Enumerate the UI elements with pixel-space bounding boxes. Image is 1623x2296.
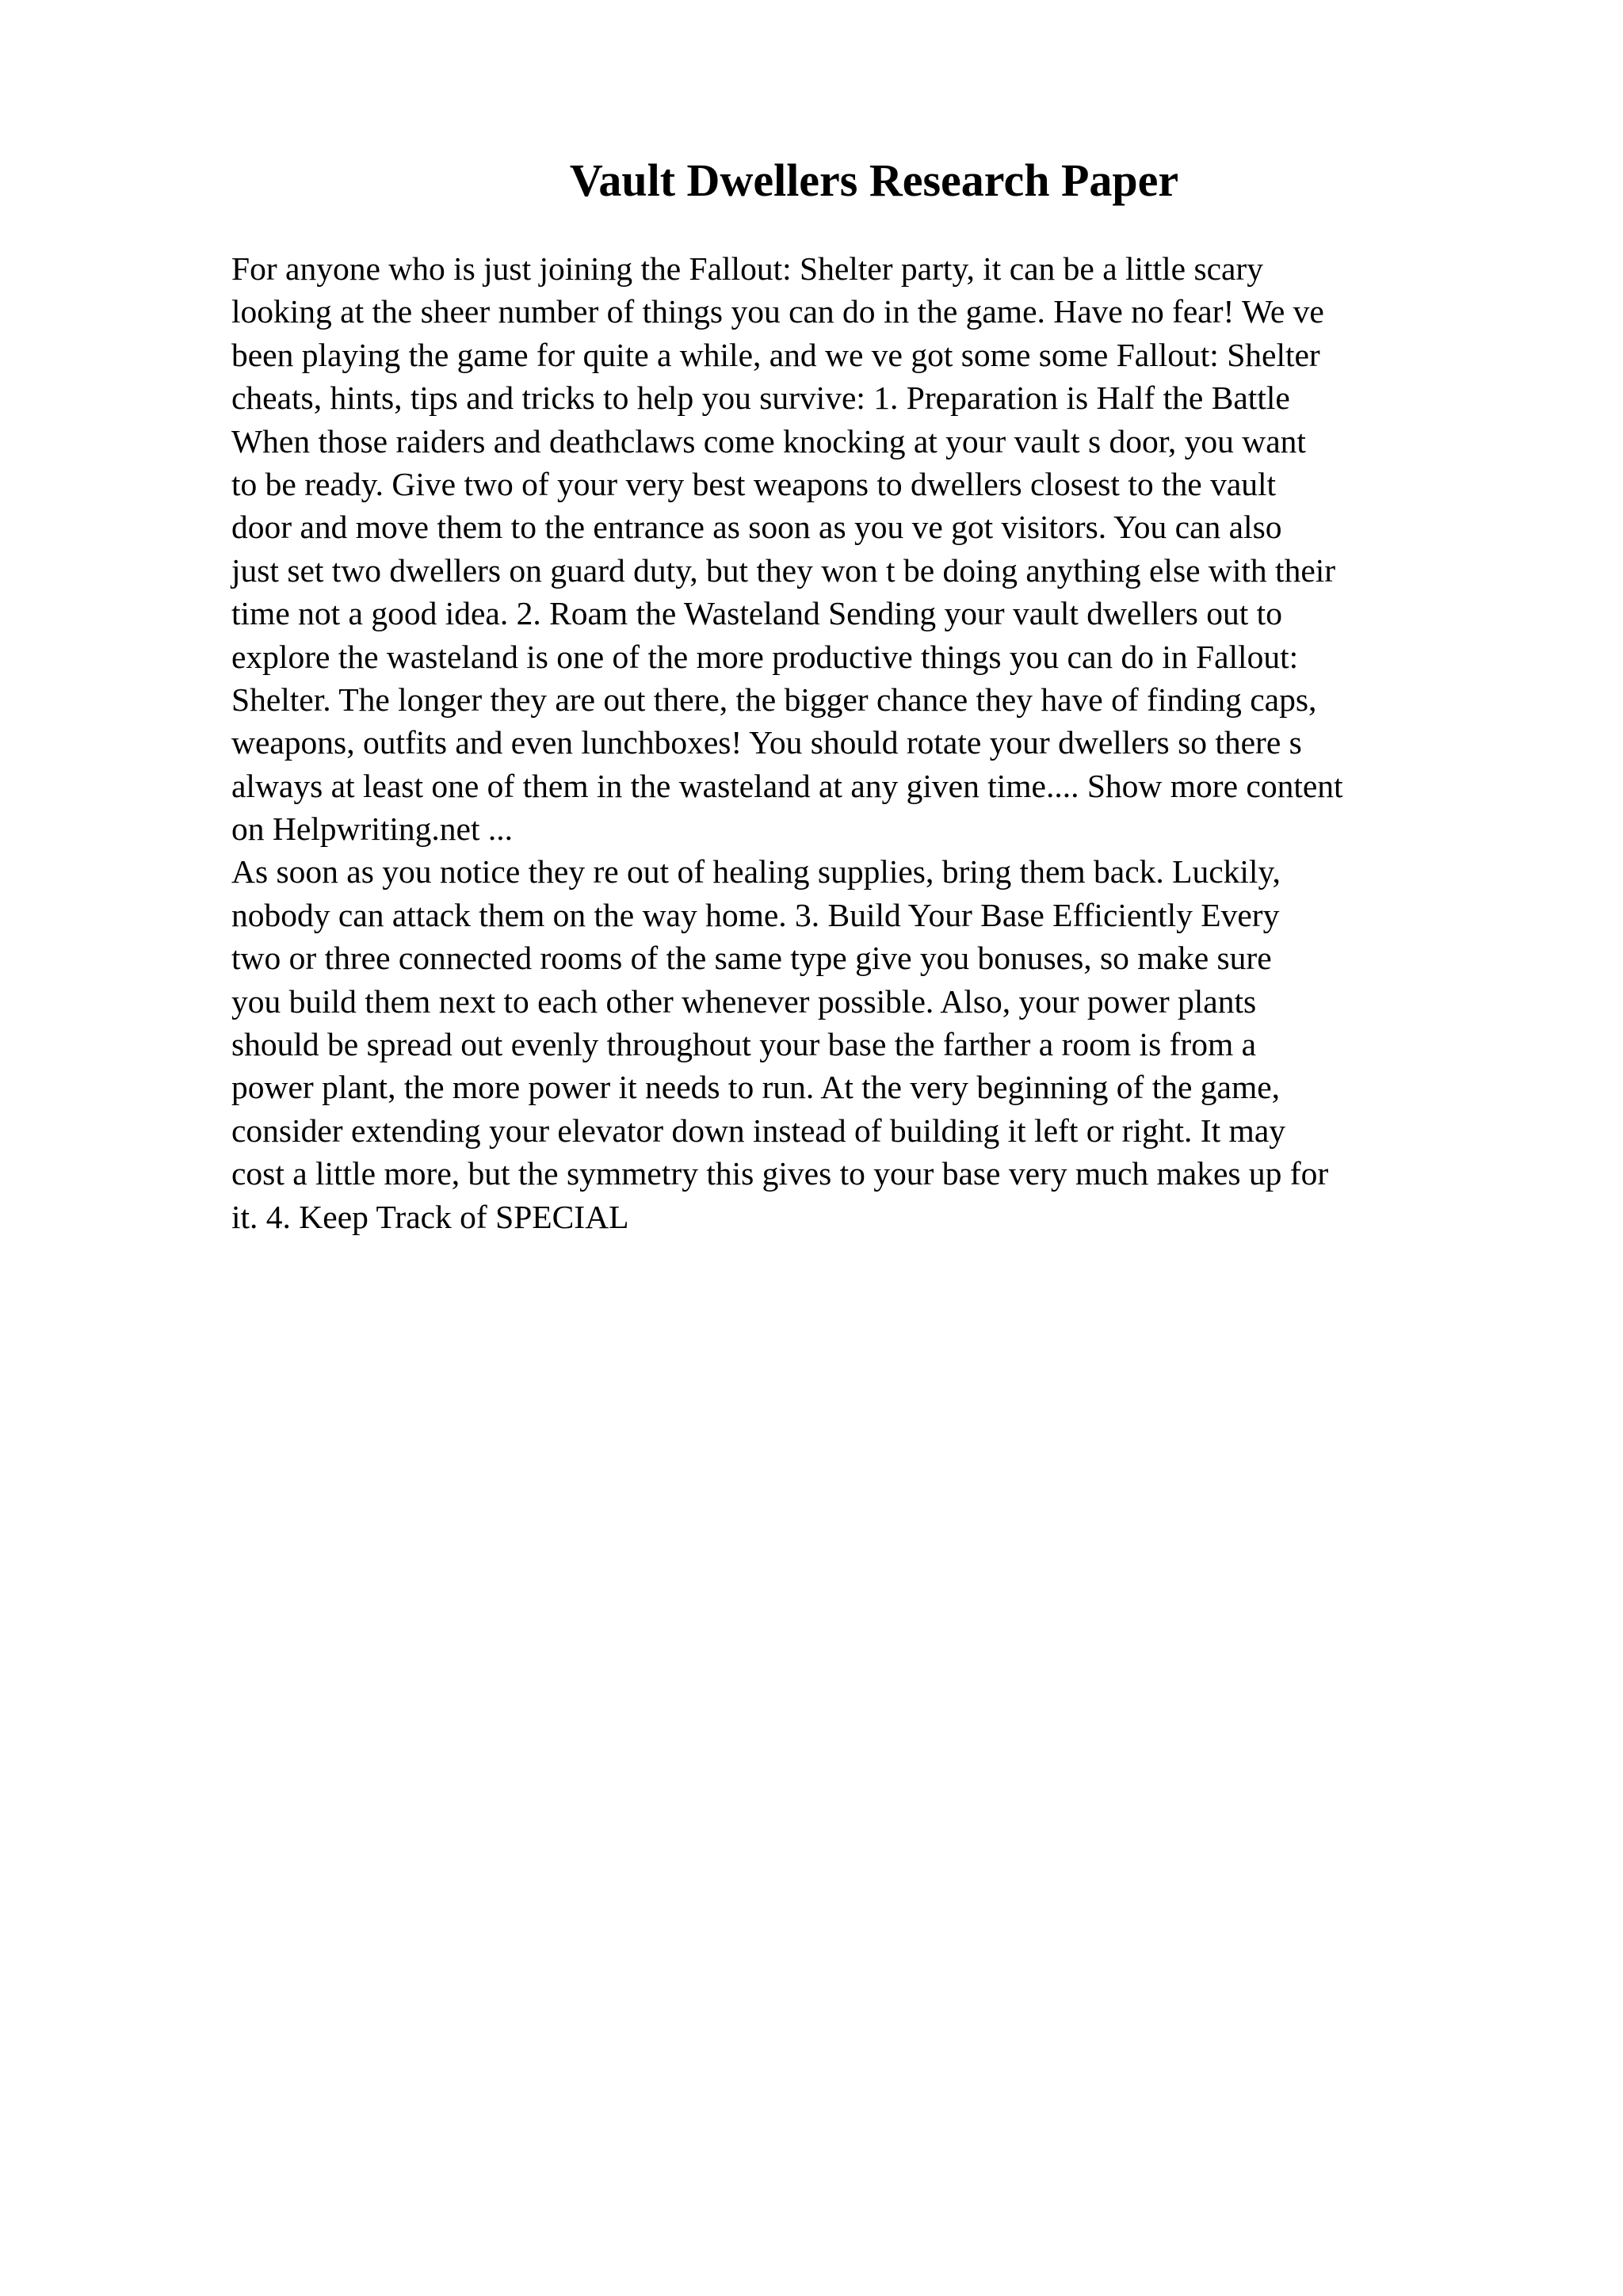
body-line: weapons, outfits and even lunchboxes! You should rotate your dwellers so there s <box>231 724 1302 761</box>
body-line: to be ready. Give two of your very best weapons to dwellers closest to the vault <box>231 465 1277 502</box>
body-line: should be spread out evenly throughout your base the farther a room is from a <box>231 1026 1257 1063</box>
document-body <box>231 247 1515 1238</box>
body-line: power plant, the more power it needs to run. At the very beginning of the game, <box>231 1069 1281 1106</box>
body-line: cheats, hints, tips and tricks to help you survive: 1. Preparation is Half the Battle <box>231 379 1290 417</box>
body-line: time not a good idea. 2. Roam the Wasteland Sending your vault dwellers out to <box>231 595 1282 632</box>
body-line: it. 4. Keep Track of SPECIAL <box>231 1198 629 1235</box>
body-line: When those raiders and deathclaws come knocking at your vault s door, you want <box>231 422 1306 460</box>
body-line: door and move them to the entrance as soon as you ve got visitors. You can also <box>231 509 1282 546</box>
body-line: consider extending your elevator down instead of building it left or right. It may <box>231 1112 1285 1149</box>
body-line: cost a little more, but the symmetry this gives to your base very much makes up for <box>231 1155 1329 1192</box>
body-line: been playing the game for quite a while, and we ve got some some Fallout: Shelter <box>231 336 1320 373</box>
body-line: on Helpwriting.net ... <box>231 810 513 848</box>
body-line: For anyone who is just joining the Fallout: Shelter party, it can be a little scary <box>231 250 1264 287</box>
body-line: two or three connected rooms of the same type give you bonuses, so make sure <box>231 940 1272 977</box>
body-line: nobody can attack them on the way home. 3. Build Your Base Efficiently Every <box>231 896 1280 933</box>
body-line: As soon as you notice they re out of healing supplies, bring them back. Luckily, <box>231 853 1281 891</box>
body-line: just set two dwellers on guard duty, but they won t be doing anything else with their <box>231 551 1336 589</box>
body-line: explore the wasteland is one of the more productive things you can do in Fallout: <box>231 638 1299 675</box>
body-line: Shelter. The longer they are out there, the bigger chance they have of finding caps, <box>231 681 1317 718</box>
body-line: you build them next to each other whenever possible. Also, your power plants <box>231 982 1257 1020</box>
document-title: Vault Dwellers Research Paper <box>569 154 1179 206</box>
body-line: always at least one of them in the wasteland at any given time.... Show more content <box>231 767 1343 804</box>
body-line: looking at the sheer number of things you can do in the game. Have no fear! We ve <box>231 293 1324 330</box>
